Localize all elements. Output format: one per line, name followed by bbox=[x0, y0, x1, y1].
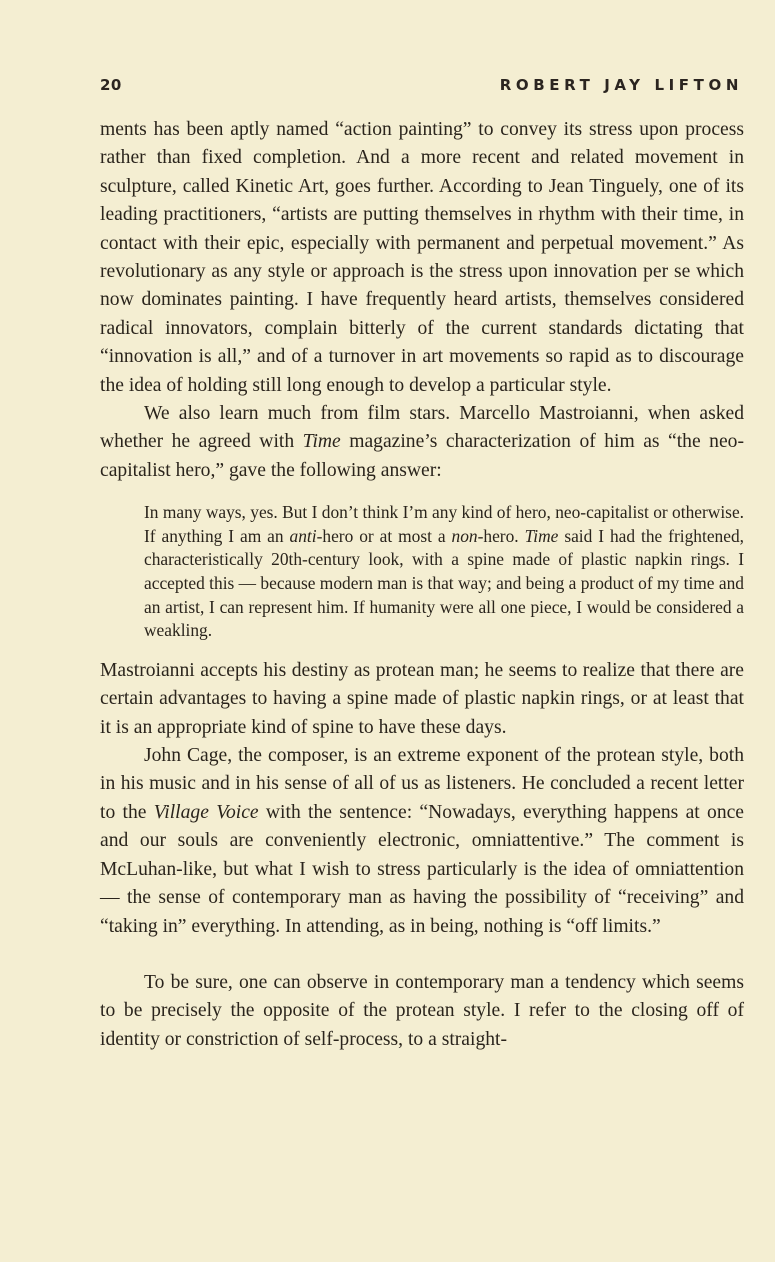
text-run: with the sentence: “Nowadays, everything happens at once and our souls are conveniently electronic, omniattentive.” The comment is McLuhan-like, but what I wish to stress particularly is the idea of omniattention — the sense of contemporary man as having the possibility of “receiving” and “taking in” everything. In attending, as in being, nothing is “off limits.” bbox=[100, 801, 745, 937]
running-head-author: ROBERT JAY LIFTON bbox=[499, 76, 743, 94]
body-text bbox=[100, 116, 744, 1054]
text-run: John Cage, the composer, is an extreme exponent of the protean style, both in his music and in his sense of all of us as listeners. He concluded a recent letter to the bbox=[100, 745, 744, 823]
text-run: We also learn much from film stars. Marcello Mastroianni, when asked whether he agreed with bbox=[100, 403, 744, 453]
block-quote-mastroianni bbox=[100, 501, 744, 643]
italic-non: non bbox=[451, 525, 478, 546]
text-run: -hero. bbox=[477, 525, 525, 546]
paragraph-protean-man: Mastroianni accepts his destiny as protean man; he seems to realize that there are certain advantages to having a spine made of plastic napkin rings, or at least that it is an appropriate kind of spine to have these days. bbox=[100, 659, 744, 738]
paragraph-constriction: To be sure, one can observe in contemporary man a tendency which seems to be precisely the opposite of the protean style. I refer to the closing off of identity or constriction of self-process, to a straight- bbox=[100, 971, 744, 1050]
italic-magazine-title: Time bbox=[302, 431, 341, 453]
section-break bbox=[100, 941, 744, 969]
text-run: -hero or at most a bbox=[316, 525, 452, 546]
running-head bbox=[100, 76, 743, 94]
text-run: said I had the frightened, characteristically 20th-century look, with a spine made of plastic napkin rings. I accepted this — because modern man is that way; and being a product of my time and an artist, I can represent him. If humanity were all one piece, I would be considered a weakling. bbox=[144, 525, 744, 641]
paragraph-john-cage bbox=[100, 742, 744, 941]
text-run: In many ways, yes. But I don’t think I’m any kind of hero, neo-capitalist or otherwise. If anything I am an bbox=[144, 502, 745, 546]
paragraph-action-painting: ments has been aptly named “action painting” to convey its stress upon process rather than fixed completion. And a more recent and related movement in sculpture, called Kinetic Art, goes further. According to Jean Tinguely, one of its leading practitioners, “artists are putting themselves in rhythm with their time, in contact with their epic, especially with permanent and perpetual movement.” As revolutionary as any style or approach is the stress upon innovation per se which now dominates painting. I have frequently heard artists, themselves considered radical innovators, complain bitterly of the current standards dictating that “innovation is all,” and of a turnover in art movements so rapid as to discourage the idea of holding still long enough to develop a particular style. bbox=[100, 119, 744, 396]
page-number: 20 bbox=[100, 76, 122, 94]
paragraph-film-stars bbox=[100, 400, 744, 485]
italic-anti: anti bbox=[289, 525, 317, 546]
italic-village-voice: Village Voice bbox=[153, 801, 259, 823]
italic-magazine-title: Time bbox=[524, 525, 559, 546]
text-run: magazine’s characterization of him as “the neo-capitalist hero,” gave the following answer: bbox=[100, 431, 744, 481]
